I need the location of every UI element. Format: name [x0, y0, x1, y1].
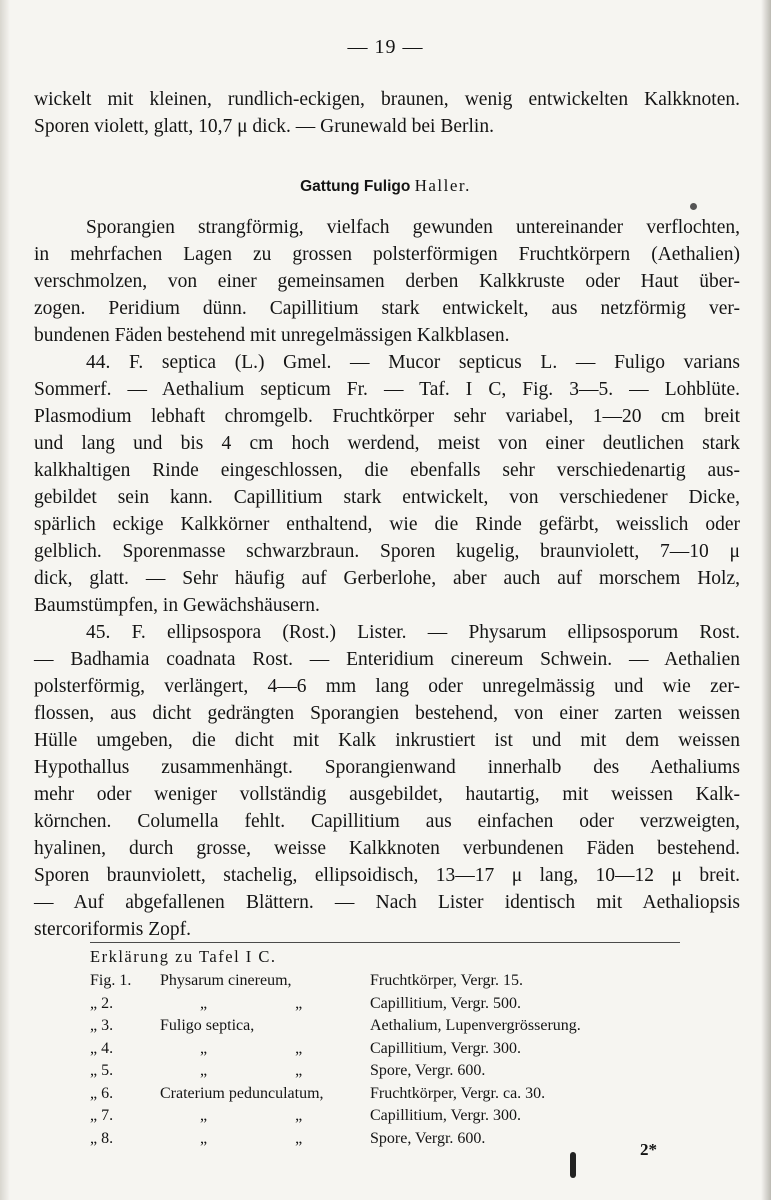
text-line: bundenen Fäden bestehend mit unregelmässigen Kalkblasen. [34, 325, 510, 346]
text-line: Baumstümpfen, in Gewächshäusern. [34, 595, 320, 616]
figure-species: „ „ [200, 1107, 345, 1124]
figure-number: „ 4. [90, 1039, 114, 1057]
figure-part: Aethalium, Lupenvergrösserung. [370, 1017, 581, 1034]
figure-species: Craterium pedunculatum, [160, 1084, 324, 1102]
figure-number: „ 7. [90, 1107, 114, 1124]
ink-speck [570, 1152, 576, 1178]
text-line: hyalinen, durch grosse, weisse Kalkknoten verbundenen Fäden bestehend. [34, 838, 740, 859]
text-line: spärlich eckige Kalkkörner enthaltend, wie die Rinde gefärbt, weisslich oder [34, 514, 740, 535]
figure-species: Physarum cinereum, [160, 972, 292, 989]
figure-species: Fuligo septica, [160, 1017, 255, 1034]
plate-caption: Erklärung zu Tafel I C. [90, 947, 277, 966]
ink-dot [690, 203, 697, 210]
signature-mark: 2* [640, 1140, 657, 1159]
text-line: Sporen braunviolett, stachelig, ellipsoidisch, 13—17 μ lang, 10—12 μ breit. [34, 865, 740, 886]
figure-number: Fig. 1. [90, 972, 132, 989]
text-line: stercoriformis Zopf. [34, 919, 192, 940]
figure-part: Fruchtkörper, Vergr. 15. [370, 972, 523, 989]
figure-part: Capillitium, Vergr. 300. [370, 1107, 521, 1124]
text-line: mehr oder weniger vollständig ausgebildet, hautartig, mit weissen Kalk- [34, 784, 740, 805]
figure-part: Fruchtkörper, Vergr. ca. 30. [370, 1084, 546, 1102]
text-line: Hypothallus zusammenhängt. Sporangienwand innerhalb des Aethaliums [34, 757, 740, 778]
figure-number: „ 3. [90, 1017, 114, 1034]
page-number: — 19 — [347, 36, 424, 58]
text-line: flossen, aus dicht gedrängten Sporangien bestehend, von einer zarten weissen [34, 703, 740, 724]
genus-author: Haller. [414, 176, 471, 195]
text-line: 45. F. ellipsospora (Rost.) Lister. — Physarum ellipsosporum Rost. [86, 622, 740, 643]
text-line: körnchen. Columella fehlt. Capillitium aus einfachen oder verzweigten, [34, 811, 740, 832]
text-line: in mehrfachen Lagen zu grossen polsterförmigen Fruchtkörpern (Aethalien) [34, 244, 740, 265]
text-line: kalkhaltigen Rinde eingeschlossen, die ebenfalls sehr verschiedenartig aus- [34, 460, 740, 481]
figure-species: „ „ [200, 1039, 345, 1057]
text-line: gebildet sein kann. Capillitium stark entwickelt, von verschiedener Dicke, [34, 487, 740, 508]
intro-line: Sporen violett, glatt, 10,7 μ dick. — Grunewald bei Berlin. [34, 116, 494, 137]
text-line: Sommerf. — Aethalium septicum Fr. — Taf. I C, Fig. 3—5. — Lohblüte. [34, 379, 740, 400]
figure-part: Capillitium, Vergr. 300. [370, 1039, 521, 1057]
text-line: polsterförmig, verlängert, 4—6 mm lang oder unregelmässig und wie zer- [34, 676, 740, 697]
text-line: verschmolzen, von einer gemeinsamen derben Kalkkruste oder Haut über- [34, 271, 740, 292]
figure-number: „ 8. [90, 1129, 114, 1147]
figure-species: „ „ [200, 1129, 345, 1147]
intro-line: wickelt mit kleinen, rundlich-eckigen, braunen, wenig entwickelten Kalkknoten. [34, 89, 740, 110]
text-line: dick, glatt. — Sehr häufig auf Gerberlohe, aber auch auf morschem Holz, [34, 568, 740, 589]
text-line: und lang und bis 4 cm hoch werdend, meist von einer deutlichen stark [34, 433, 740, 454]
text-line: Sporangien strangförmig, vielfach gewunden untereinander verflochten, [86, 217, 740, 238]
caption-divider [90, 942, 680, 943]
text-line: — Badhamia coadnata Rost. — Enteridium cinereum Schwein. — Aethalien [34, 649, 740, 670]
text-line: zogen. Peridium dünn. Capillitium stark entwickelt, aus netzförmig ver- [34, 298, 740, 319]
figure-number: „ 2. [90, 994, 114, 1012]
text-line: 44. F. septica (L.) Gmel. — Mucor septicus L. — Fuligo varians [86, 352, 740, 373]
genus-name: Gattung Fuligo [300, 178, 411, 195]
figure-number: „ 5. [90, 1062, 114, 1079]
figure-part: Capillitium, Vergr. 500. [370, 994, 521, 1012]
figure-part: Spore, Vergr. 600. [370, 1062, 486, 1079]
text-line: Hülle umgeben, die dicht mit Kalk inkrustiert ist und mit dem weissen [34, 730, 740, 751]
text-line: Plasmodium lebhaft chromgelb. Fruchtkörper sehr variabel, 1—20 cm breit [34, 406, 740, 427]
figure-part: Spore, Vergr. 600. [370, 1129, 486, 1147]
text-line: gelblich. Sporenmasse schwarzbraun. Sporen kugelig, braunviolett, 7—10 μ [34, 541, 740, 562]
text-line: — Auf abgefallenen Blättern. — Nach Lister identisch mit Aethaliopsis [34, 892, 740, 913]
genus-heading [0, 176, 771, 196]
figure-number: „ 6. [90, 1084, 114, 1102]
figure-species: „ „ [200, 994, 345, 1012]
figure-species: „ „ [200, 1062, 345, 1079]
